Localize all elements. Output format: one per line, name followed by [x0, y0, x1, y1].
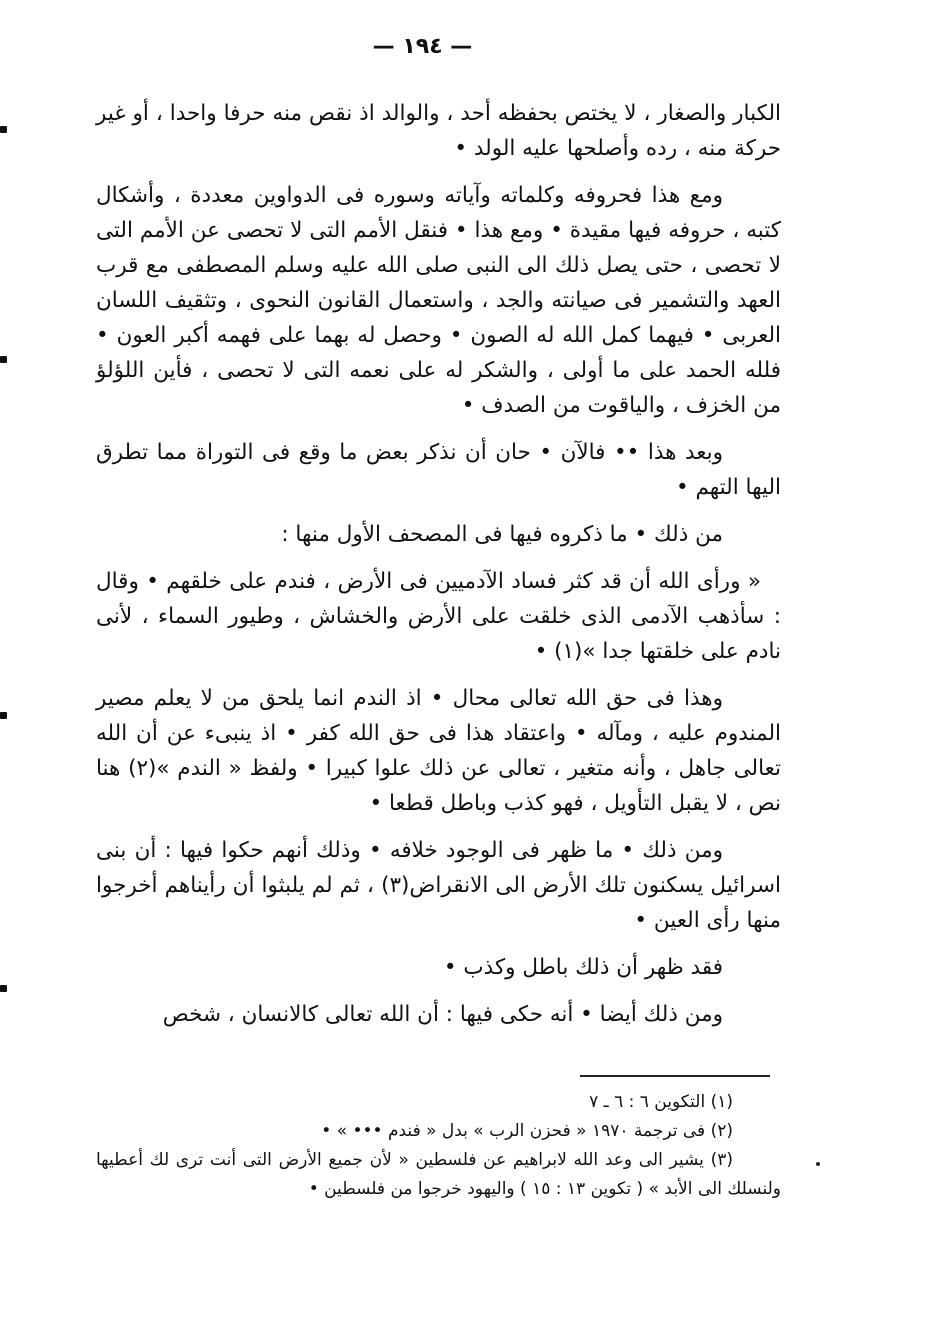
scan-edge-mark: [0, 356, 7, 363]
paragraph-3: وبعد هذا •• فالآن • حان أن نذكر بعض ما وقع فى التوراة مما تطرق اليها التهم •: [96, 440, 781, 500]
main-text: [96, 96, 781, 1044]
scan-edge-mark: [0, 712, 7, 719]
scan-edge-mark: [0, 985, 7, 992]
footnote-2: (٢) فى ترجمة ١٩٧٠ « فحزن الرب » بدل « فندم ••• » •: [321, 1121, 733, 1141]
paragraph-8: فقد ظهر أن ذلك باطل وكذب •: [443, 955, 723, 980]
scan-edge-mark: [0, 126, 7, 133]
footnotes: [96, 1088, 781, 1204]
footnote-separator: [580, 1075, 770, 1077]
paragraph-7: ومن ذلك • ما ظهر فى الوجود خلافه • وذلك أنهم حكوا فيها : أن بنى اسرائيل يسكنون تلك الأرض الى الانقراض(٣) ، ثم لم يلبثوا أن رأيناهم أخرجوا منها رأى العين •: [96, 838, 782, 933]
paragraph-2: ومع هذا فحروفه وكلماته وآياته وسوره فى الدواوين معددة ، وأشكال كتبه ، حروفه فيها مقيدة • ومع هذا • فنقل الأمم التى لا تحصى عن الأمم التى لا تحصى ، حتى يصل ذلك الى النبى صلى الله عليه وسلم المصطفى مع قرب العهد والتشمير فى صيانته والجد ، واستعمال القانون النحوى ، وتثقيف اللسان العربى • فيهما كمل الله له الصون • وحصل له بهما على فهمه أكبر العون • فلله الحمد على ما أولى ، والشكر له على نعمه التى لا تحصى ، فأين اللؤلؤ من الخزف ، والياقوت من الصدف •: [96, 183, 781, 418]
page-number: — ١٩٤ —: [372, 34, 473, 59]
quotation-paragraph: « ورأى الله أن قد كثر فساد الآدميين فى الأرض ، فندم على خلقهم • وقال : سأذهب الآدمى الذى خلقت على الأرض والخشاش ، وطيور السماء ، لأنى نادم على خلقتها جدا »(١) •: [96, 569, 781, 664]
paragraph-6: وهذا فى حق الله تعالى محال • اذ الندم انما يلحق من لا يعلم مصير المندوم عليه ، ومآله • واعتقاد هذا فى حق الله كفر • اذ ينبىء عن أن الله تعالى جاهل ، وأنه متغير ، تعالى عن ذلك علوا كبيرا • ولفظ « الندم »(٢) هنا نص ، لا يقبل التأويل ، فهو كذب وباطل قطعا •: [96, 686, 781, 816]
paragraph-4: من ذلك • ما ذكروه فيها فى المصحف الأول منها :: [281, 522, 723, 547]
footnote-3: (٣) يشير الى وعد الله لابراهيم عن فلسطين « لأن جميع الأرض التى أنت ترى لك أعطيها ولنسلك الى الأبد » ( تكوين ١٣ : ١٥ ) واليهود خرجوا من فلسطين •: [96, 1150, 781, 1199]
paragraph-9: ومن ذلك أيضا • أنه حكى فيها : أن الله تعالى كالانسان ، شخص: [162, 1002, 723, 1027]
footnote-1: (١) التكوين ٦ : ٦ ـ ٧: [589, 1092, 733, 1112]
paragraph-1: الكبار والصغار ، لا يختص بحفظه أحد ، والوالد اذ نقص منه حرفا واحدا ، أو غير حركة منه ، رده وأصلحها عليه الولد •: [96, 101, 781, 161]
scan-speck: [816, 1162, 820, 1166]
